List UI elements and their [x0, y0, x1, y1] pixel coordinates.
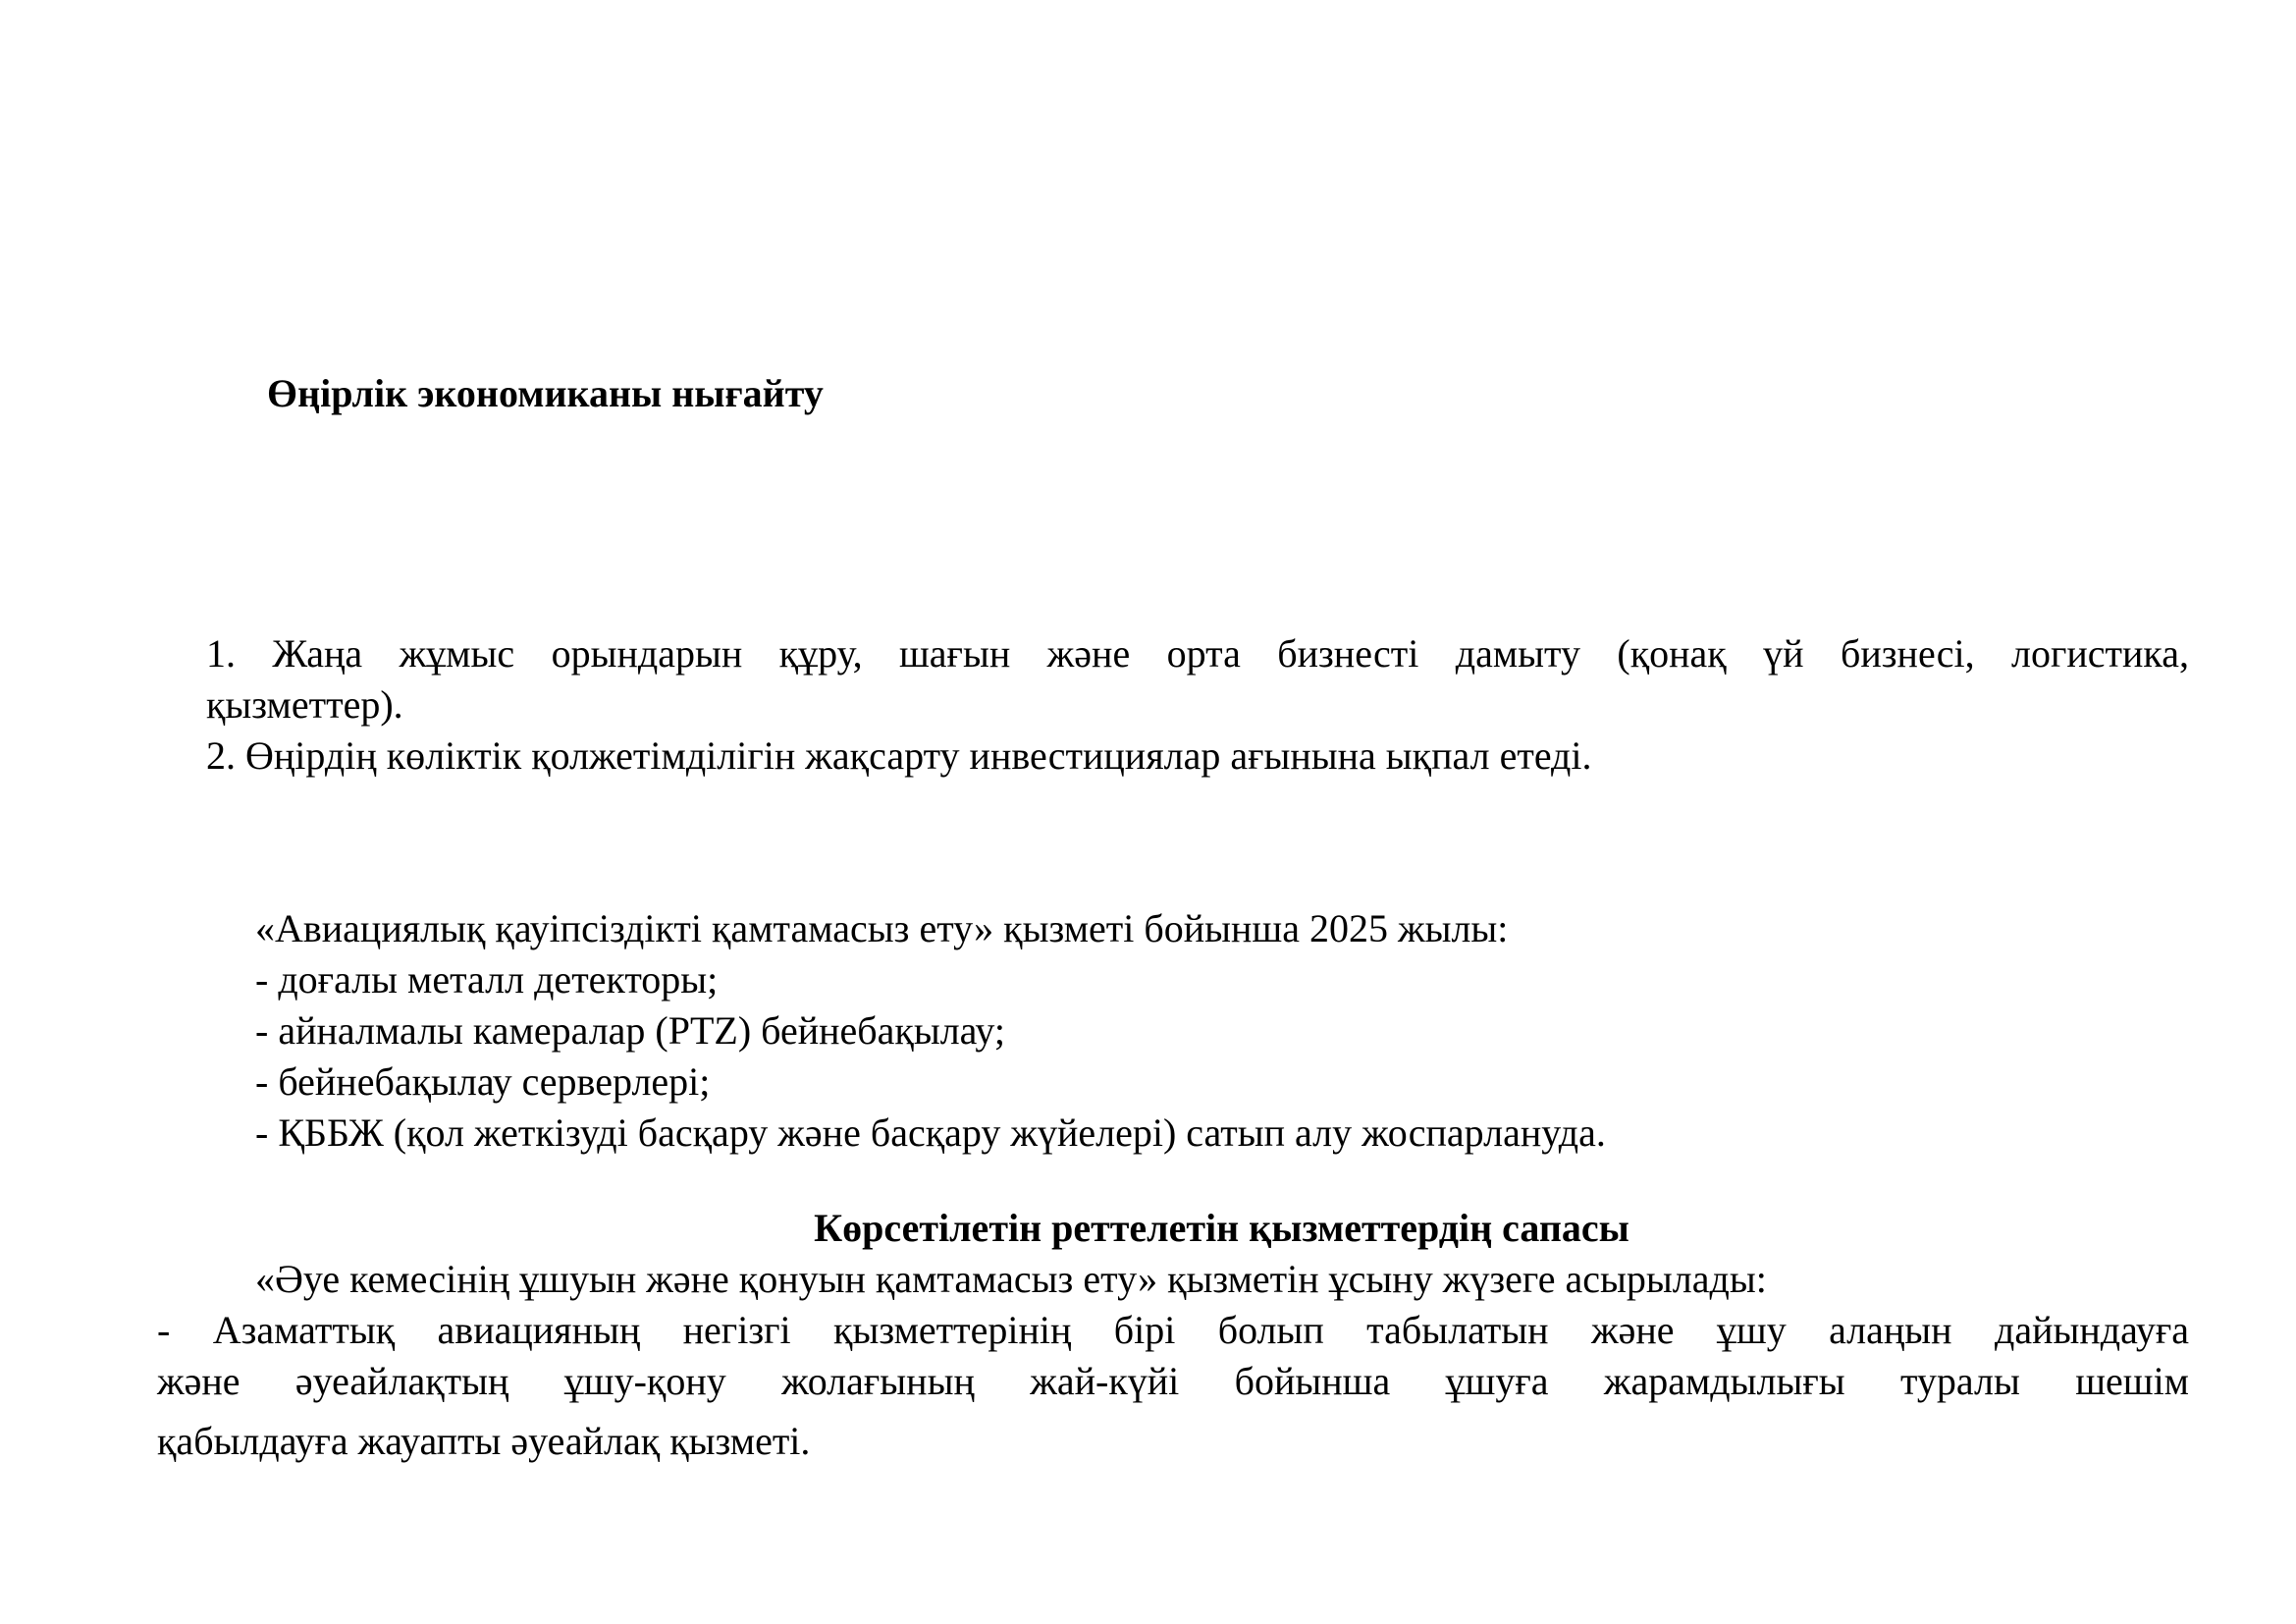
quality-paragraph-line-3: қабылдауға жауапты әуеайлақ қызметі. — [157, 1419, 811, 1463]
list-item-1-line-1: 1. Жаңа жұмыс орындарын құру, шағын және орта бизнесті дамыту (қонақ үй бизнесі, логистика, — [206, 631, 2189, 676]
bullet-item: - бейнебақылау серверлері; — [255, 1059, 711, 1104]
section-heading-economy: Өңірлік экономиканы нығайту — [267, 371, 824, 415]
bullet-item: - доғалы металл детекторы; — [255, 957, 719, 1001]
quality-paragraph-line-1: - Азаматтық авиацияның негізгі қызметтерінің бірі болып табылатын және ұшу алаңын дайындауға — [157, 1308, 2189, 1352]
bullet-item: - айналмалы камералар (PTZ) бейнебақылау; — [255, 1008, 1005, 1053]
list-item-2: 2. Өңірдің көліктік қолжетімділігін жақсарту инвестициялар ағынына ықпал етеді. — [206, 733, 1592, 778]
bullet-item: - ҚББЖ (қол жеткізуді басқару және басқару жүйелері) сатып алу жоспарлануда. — [255, 1110, 1606, 1155]
quality-intro: «Әуе кемесінің ұшуын және қонуын қамтамасыз ету» қызметін ұсыну жүзеге асырылады: — [255, 1257, 1767, 1301]
section-heading-quality: Көрсетілетін реттелетін қызметтердің сапасы — [814, 1206, 1629, 1250]
aviation-security-intro: «Авиациялық қауіпсіздікті қамтамасыз ету» қызметі бойынша 2025 жылы: — [255, 906, 1509, 950]
list-item-1-line-2: қызметтер). — [206, 682, 403, 727]
quality-paragraph-line-2: және әуеайлақтың ұшу-қону жолағының жай-күйі бойынша ұшуға жарамдылығы туралы шешім — [157, 1359, 2189, 1403]
